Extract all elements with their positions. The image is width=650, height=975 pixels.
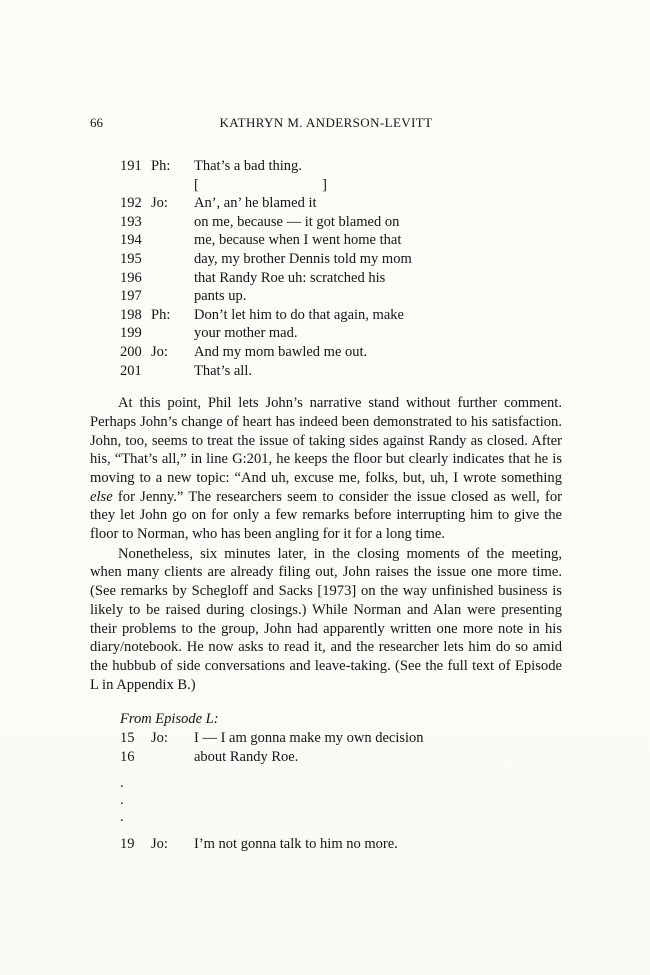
transcript-line — [120, 194, 562, 213]
line-number: 16 — [120, 748, 135, 765]
utterance-text — [194, 775, 562, 792]
line-number: 199 — [120, 325, 142, 342]
ellipsis-dot: . — [120, 809, 124, 826]
transcript-excerpt-l — [90, 710, 562, 853]
utterance-text: day, my brother Dennis told my mom — [194, 250, 412, 267]
transcript-line — [120, 306, 562, 325]
utterance-text: I — I am gonna make my own decision — [194, 729, 424, 746]
ellipsis-dot: . — [120, 792, 124, 809]
line-number: 197 — [120, 288, 142, 305]
transcript-line — [120, 213, 562, 232]
page-number: 66 — [90, 115, 103, 130]
transcript-line — [120, 729, 562, 748]
transcript-line — [120, 250, 562, 269]
utterance-text: me, because when I went home that — [194, 232, 402, 249]
speaker-label — [151, 362, 194, 381]
speaker-label — [151, 176, 194, 195]
speaker-label — [151, 775, 194, 792]
transcript-line — [120, 324, 562, 343]
speaker-label: Jo: — [151, 836, 168, 853]
transcript-line — [120, 287, 562, 306]
utterance-text: I’m not gonna talk to him no more. — [194, 836, 398, 853]
transcript-line — [120, 835, 562, 854]
line-number: 19 — [120, 836, 135, 853]
utterance-text: on me, because — it got blamed on — [194, 213, 400, 230]
ellipsis-dot-line — [120, 792, 562, 809]
transcript-line — [120, 362, 562, 381]
episode-l-heading: From Episode L: — [120, 711, 219, 728]
line-number: 195 — [120, 250, 142, 267]
speaker-label — [151, 809, 194, 826]
utterance-text: pants up. — [194, 288, 247, 305]
utterance-text: And my mom bawled me out. — [194, 343, 368, 360]
overlap-bracket-text: [ ] — [194, 176, 327, 193]
utterance-text: your mother mad. — [194, 325, 298, 342]
speaker-label — [151, 213, 194, 232]
running-header — [90, 115, 562, 131]
line-number: 201 — [120, 362, 142, 379]
speaker-label — [151, 269, 194, 288]
line-number: 191 — [120, 158, 142, 174]
ellipsis-dot-line — [120, 809, 562, 826]
paragraph-1-text-cont: for Jenny.” The researchers seem to consider the issue closed as well, for they let John go on for only a few remarks before interrupting him to give the floor to Norman, who has been angling for it for a long time. — [90, 488, 562, 543]
page-content — [90, 115, 562, 854]
speaker-label — [151, 792, 194, 809]
line-number: 194 — [120, 232, 142, 249]
speaker-label — [151, 231, 194, 250]
speaker-label — [151, 324, 194, 343]
speaker-label — [151, 287, 194, 306]
transcript-line — [120, 343, 562, 362]
paragraph-2: Nonetheless, six minutes later, in the closing moments of the meeting, when many clients are already filing out, John raises the issue one more time. (See remarks by Schegloff and Sacks [1973] on the way unfinished business is likely to be raised during closings.) While Norman and Alan were presenting their problems to the group, John had apparently written one more note in his diary/notebook. He now asks to read it, and the researcher lets him do so amid the hubbub of side conversations and leave-taking. (See the full text of Episode L in Appendix B.) — [90, 545, 562, 693]
utterance-text: That’s a bad thing. — [194, 158, 302, 174]
utterance-text: Don’t let him to do that again, make — [194, 306, 404, 323]
paragraph-1-italic-word: else — [90, 488, 113, 505]
utterance-text: about Randy Roe. — [194, 748, 299, 765]
paragraph-1 — [90, 394, 562, 544]
transcript-line — [120, 231, 562, 250]
speaker-label: Jo: — [151, 195, 168, 212]
speaker-label: Jo: — [151, 729, 168, 746]
transcript-overlap-brackets — [120, 176, 562, 195]
episode-l-lines — [120, 729, 562, 854]
transcript-line — [120, 157, 562, 176]
utterance-text: That’s all. — [194, 362, 252, 379]
utterance-text: An’, an’ he blamed it — [194, 195, 317, 212]
transcript-line — [120, 269, 562, 288]
line-number: 196 — [120, 269, 142, 286]
transcript-excerpt-g — [120, 157, 562, 380]
line-number: 193 — [120, 213, 142, 230]
paragraph-1-text: At this point, Phil lets John’s narrative stand without further comment. Perhaps John’s change of heart has indeed been demonstrated to his satisfaction. John, too, seems to treat the issue of taking sides against Randy as closed. After his, “That’s all,” in line G:201, he keeps the floor but clearly indicates that he is moving to a new topic: “And uh, excuse me, folks, but, uh, I wrote something — [90, 395, 562, 486]
line-number: 198 — [120, 306, 142, 323]
ellipsis-dot: . — [120, 775, 124, 792]
speaker-label — [151, 250, 194, 269]
speaker-label: Ph: — [151, 306, 171, 323]
line-number: 200 — [120, 343, 142, 360]
line-number: 192 — [120, 195, 142, 212]
speaker-label: Ph: — [151, 158, 171, 174]
line-number — [120, 176, 151, 195]
speaker-label — [151, 748, 194, 767]
utterance-text — [194, 809, 562, 826]
utterance-text: that Randy Roe uh: scratched his — [194, 269, 386, 286]
utterance-text — [194, 792, 562, 809]
transcript-line — [120, 748, 562, 767]
running-header-title: KATHRYN M. ANDERSON-LEVITT — [219, 115, 433, 130]
line-number: 15 — [120, 729, 135, 746]
ellipsis-dot-line — [120, 775, 562, 792]
speaker-label: Jo: — [151, 343, 168, 360]
